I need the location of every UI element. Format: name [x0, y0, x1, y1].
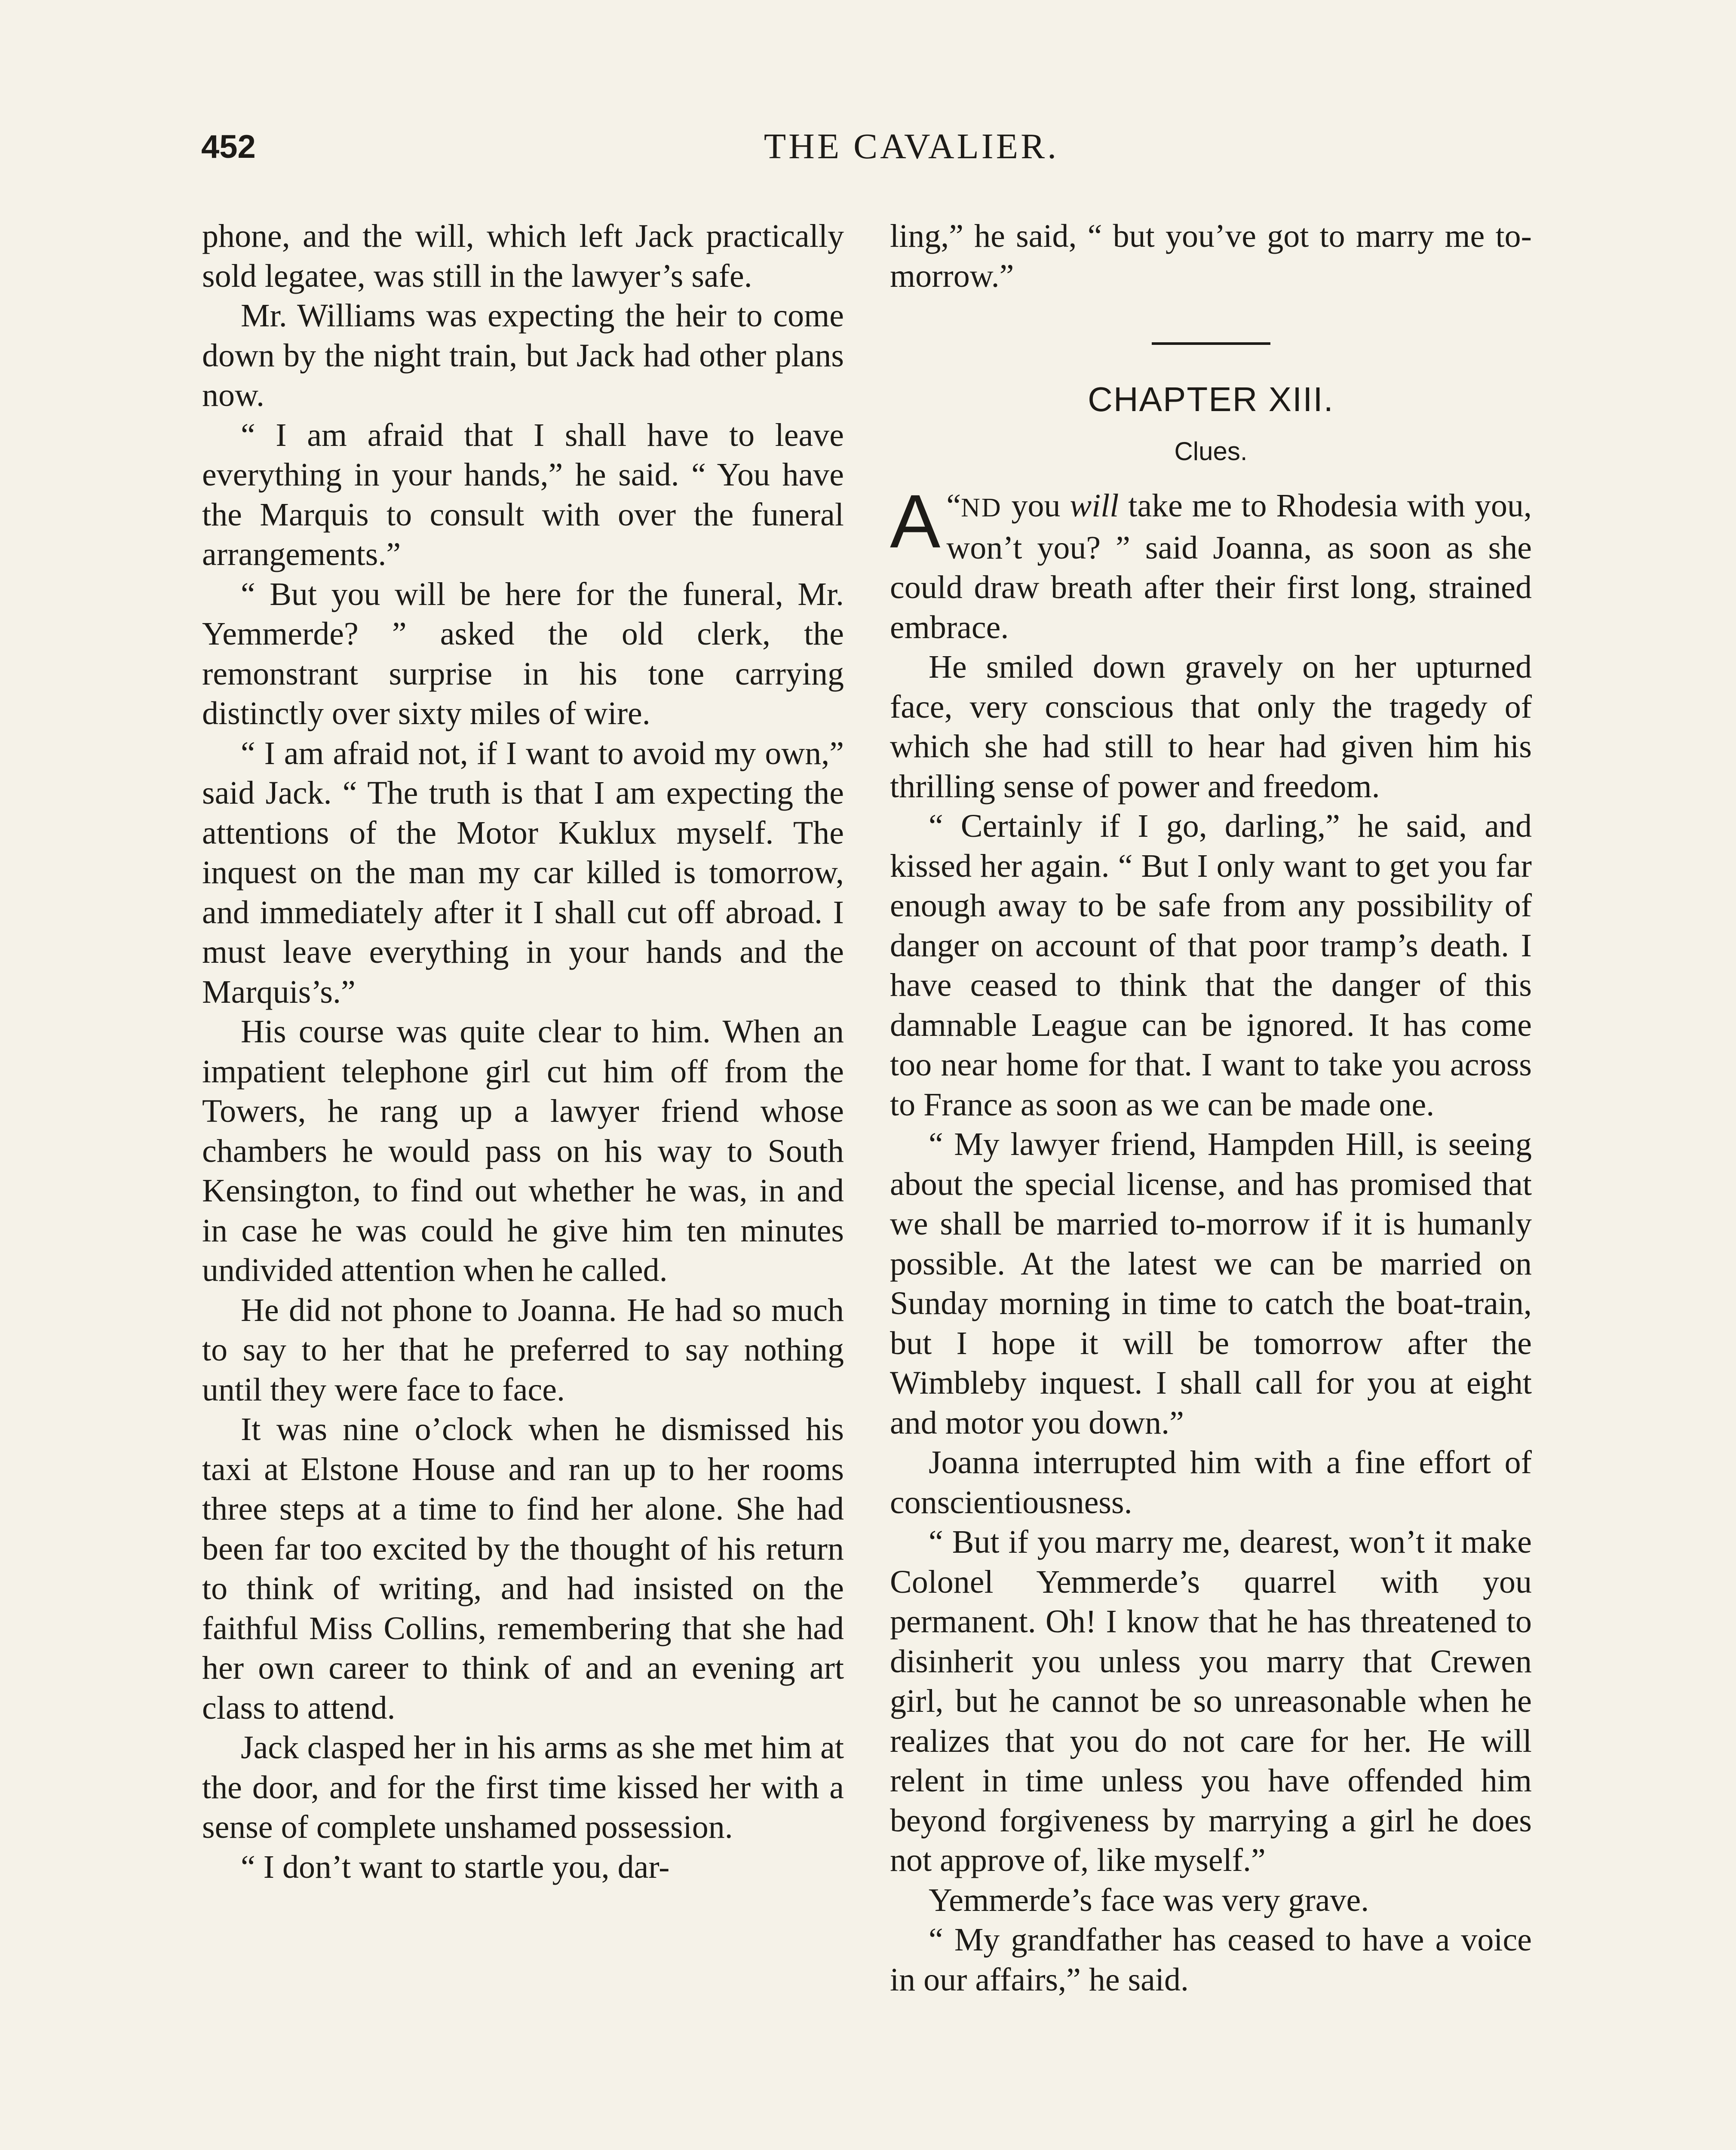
- opening-small-caps: ND: [961, 493, 1002, 522]
- italic-word: will: [1070, 488, 1119, 524]
- chapter-subtitle: Clues.: [1174, 437, 1248, 466]
- paragraph: phone, and the will, which left Jack practically sold legatee, was still in the lawyer’s safe.: [202, 218, 844, 294]
- section-divider: [1152, 342, 1270, 345]
- paragraph: “ But if you marry me, dearest, won’t it make Colonel Yemmerde’s quarrel with you permanent. Oh! I know that he has threatened to disinherit you unless you marry that Crewen girl, but he cannot be so unreasonable when he realizes that you do not care for her. He will relent in time unless you have offended him beyond forgiveness by marrying a girl he does not approve of, like myself.”: [890, 1524, 1532, 1878]
- chapter-title: CHAPTER XIII.: [1088, 380, 1334, 418]
- running-head: THE CAVALIER.: [764, 126, 1059, 166]
- paragraph: “ Certainly if I go, darling,” he said, and kissed her again. “ But I only want to get you far enough away to be safe from any possibility of danger on account of that poor tramp’s death. I have ceased to think that the danger of this damnable League can be ignored. It has come too near home for that. I want to take you across to France as soon as we can be made one.: [890, 808, 1532, 1123]
- paragraph: “ I don’t want to startle you, dar-: [241, 1849, 670, 1885]
- paragraph: Mr. Williams was expecting the heir to come down by the night train, but Jack had other plans now.: [202, 298, 844, 413]
- opening-text: you: [1002, 488, 1070, 524]
- paragraph: “ I am afraid that I shall have to leave everything in your hands,” he said. “ You have the Marquis to consult with over the funeral arrangements.”: [202, 417, 844, 572]
- drop-cap: A: [890, 479, 941, 564]
- paragraph: It was nine o’clock when he dismissed his taxi at Elstone House and ran up to her rooms three steps at a time to find her alone. She had been far too excited by the thought of his return to think of writing, and had insisted on the faithful Miss Collins, remembering that she had her own career to think of and an evening art class to attend.: [202, 1411, 844, 1726]
- chapter-opening-paragraph: [890, 479, 1532, 647]
- paragraph: “ But you will be here for the funeral, Mr. Yemmerde? ” asked the old clerk, the remonstrant surprise in his tone carrying distinctly over sixty miles of wire.: [202, 576, 844, 731]
- paragraph: Yemmerde’s face was very grave.: [929, 1882, 1369, 1918]
- paragraph: He did not phone to Joanna. He had so much to say to her that he preferred to say nothing until they were face to face.: [202, 1292, 844, 1408]
- opening-quote: “: [946, 488, 961, 524]
- paragraph: “ My lawyer friend, Hampden Hill, is seeing about the special license, and has promised that we shall be married to-morrow if it is humanly possible. At the latest we can be married on Sunday morning in time to catch the boat-train, but I hope it will be tomorrow after the Wimbleby inquest. I shall call for you at eight and motor you down.”: [890, 1126, 1532, 1441]
- right-column: [890, 216, 1532, 2000]
- paragraph: Jack clasped her in his arms as she met him at the door, and for the first time kissed her with a sense of complete unshamed possession.: [202, 1729, 844, 1845]
- page-number: 452: [201, 129, 256, 165]
- opening-text-rest: take me to Rhodesia with you, won’t you? ” said Joanna, as soon as she could draw breath after their first long, strained embrace.: [890, 488, 1532, 645]
- paragraph: “ My grandfather has ceased to have a voice in our affairs,” he said.: [890, 1922, 1532, 1998]
- paragraph: He smiled down gravely on her upturned face, very conscious that only the tragedy of which she had still to hear had given him his thrilling sense of power and freedom.: [890, 649, 1532, 805]
- paragraph: Joanna interrupted him with a fine effort of conscientiousness.: [890, 1444, 1532, 1520]
- left-column: [202, 216, 844, 1887]
- paragraph: His course was quite clear to him. When an impatient telephone girl cut him off from the Towers, he rang up a lawyer friend whose chambers he would pass on his way to South Kensington, to find out whether he was, in and in case he was could he give him ten minutes undivided attention when he called.: [202, 1014, 844, 1288]
- paragraph: “ I am afraid not, if I want to avoid my own,” said Jack. “ The truth is that I am expecting the attentions of the Motor Kuklux myself. The inquest on the man my car killed is tomorrow, and immediately after it I shall cut off abroad. I must leave everything in your hands and the Marquis’s.”: [202, 735, 844, 1010]
- paragraph-continuation: ling,” he said, “ but you’ve got to marry me to-morrow.”: [890, 218, 1532, 294]
